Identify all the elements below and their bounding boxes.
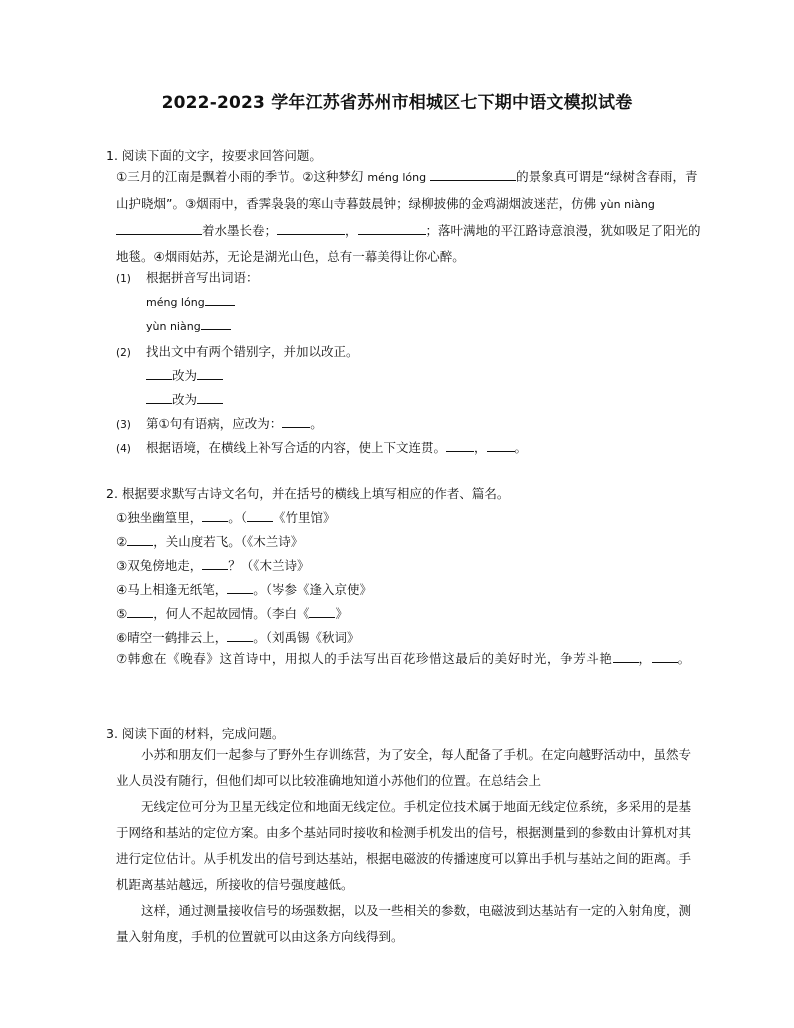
sub-number: (4)	[116, 443, 131, 455]
correction-line	[146, 390, 223, 408]
sub-text: 找出文中有两个错别字，并加以改正。	[146, 344, 359, 359]
pinyin-label: méng lóng	[146, 296, 205, 309]
answer-blank[interactable]	[358, 221, 426, 235]
answer-blank[interactable]	[146, 366, 172, 380]
poem-text: ，	[638, 651, 652, 666]
question-2-heading: 2. 根据要求默写古诗文名句，并在括号的横线上填写相应的作者、篇名。	[106, 486, 510, 501]
poem-text: 。（刘禹锡《秋词》	[253, 630, 360, 645]
sub-text: 根据拼音写出词语：	[146, 270, 259, 285]
answer-blank[interactable]	[277, 221, 345, 235]
poem-line-3	[116, 556, 309, 574]
sub-number: (1)	[116, 273, 131, 285]
poem-line-2	[116, 532, 303, 550]
answer-blank[interactable]	[197, 366, 223, 380]
sub-number: (2)	[116, 347, 131, 359]
material-paragraph-1: 小苏和朋友们一起参与了野外生存训练营，为了安全，每人配备了手机。在定向越野活动中，虽然专业人员没有随行，但他们却可以比较准确地知道小苏他们的位置。在总结会上	[116, 747, 692, 788]
question-3-heading: 3. 阅读下面的材料，完成问题。	[106, 726, 285, 741]
sub-text: 根据语境，在横线上补写合适的内容，使上下文连贯。	[146, 440, 447, 455]
answer-blank[interactable]	[202, 508, 228, 522]
answer-blank[interactable]	[197, 390, 223, 404]
sub-question-4	[116, 438, 527, 456]
poem-text: 》	[335, 606, 348, 621]
sub-text: 。	[310, 416, 323, 431]
poem-text: ③双兔傍地走，	[116, 558, 203, 573]
passage-text: 着水墨长卷；	[202, 223, 278, 238]
pinyin-answer-line	[146, 316, 231, 333]
correction-label: 改为	[172, 368, 198, 383]
poem-line-6	[116, 628, 359, 646]
pinyin-yunniang: yùn niàng	[600, 198, 655, 211]
answer-blank[interactable]	[446, 438, 474, 452]
sub-number: (3)	[116, 419, 131, 431]
poem-line-1	[116, 508, 336, 526]
sub-question-3	[116, 414, 323, 432]
answer-blank[interactable]	[652, 649, 678, 663]
question-1-passage	[116, 164, 702, 270]
answer-blank[interactable]	[202, 556, 228, 570]
poem-line-4	[116, 580, 372, 598]
sub-text: 。	[514, 440, 528, 455]
poem-text: ⑤	[116, 606, 128, 621]
page-title: 2022-2023 学年江苏省苏州市相城区七下期中语文模拟试卷	[161, 93, 633, 113]
poem-text: ④马上相逢无纸笔，	[116, 582, 228, 597]
sub-question-1	[116, 268, 259, 286]
correction-label: 改为	[172, 392, 198, 407]
answer-blank[interactable]	[309, 604, 335, 618]
answer-blank[interactable]	[127, 532, 153, 546]
poem-text: ①独坐幽篁里，	[116, 510, 203, 525]
material-paragraph-2: 无线定位可分为卫星无线定位和地面无线定位。手机定位技术属于地面无线定位系统，多采用的是基于网络和基站的定位方案。由多个基站同时接收和检测手机发出的信号，根据测量到的参数由计算机对其进行定位估计。从手机发出的信号到达基站，根据电磁波的传播速度可以算出手机与基站之间的距离。手机距离基站越远，所接收的信号强度越低。	[116, 799, 692, 892]
answer-blank[interactable]	[116, 221, 202, 235]
answer-blank[interactable]	[487, 438, 515, 452]
pinyin-answer-line	[146, 292, 235, 309]
sub-question-2	[116, 342, 359, 360]
poem-line-5	[116, 604, 348, 622]
poem-text: 《竹里馆》	[272, 510, 336, 525]
poem-text: ②	[116, 534, 128, 549]
poem-text: ⑥晴空一鹤排云上，	[116, 630, 228, 645]
question-1-heading: 1. 阅读下面的文字，按要求回答问题。	[106, 148, 322, 163]
poem-text: ⑦韩愈在《晚春》这首诗中，用拟人的手法写出百花珍惜这最后的美好时光，争芳斗艳	[116, 651, 613, 666]
passage-text: ；落叶满地的平江路诗意浪漫，犹如吸足了阳光的地毯。④烟雨姑苏，无论是湖光山色，总有一幕美得让你心醉。	[116, 223, 701, 264]
sub-text: ，	[474, 440, 487, 455]
pinyin-label: yùn niàng	[146, 320, 201, 333]
answer-blank[interactable]	[247, 508, 273, 522]
poem-line-7	[116, 646, 702, 672]
material-paragraph-3: 这样，通过测量接收信号的场强数据，以及一些相关的参数，电磁波到达基站有一定的入射角度，测量入射角度，手机的位置就可以由这条方向线得到。	[116, 903, 692, 944]
poem-text: ，何人不起故园情。（李白《	[153, 606, 310, 621]
poem-text: 。（岑参《逢入京使》	[253, 582, 372, 597]
passage-text: 的景象真可谓是“绿树含春雨，青山护晓烟”。③烟雨中，香霁袅袅的寒山寺暮鼓晨钟；绿柳披佛的金鸡湖烟波迷茫，仿佛	[116, 169, 698, 211]
answer-blank[interactable]	[430, 167, 516, 181]
answer-blank[interactable]	[146, 390, 172, 404]
sub-text: 第①句有语病，应改为：	[146, 416, 283, 431]
poem-text: 。	[677, 651, 691, 666]
passage-text: ①三月的江南是飘着小雨的季节。②这种梦幻	[116, 169, 368, 184]
poem-text: 。（	[228, 510, 247, 525]
answer-blank[interactable]	[205, 292, 235, 306]
answer-blank[interactable]	[613, 649, 639, 663]
answer-blank[interactable]	[227, 628, 253, 642]
answer-blank[interactable]	[282, 414, 310, 428]
poem-text: ？（《木兰诗》	[228, 558, 310, 573]
pinyin-menglong: méng lóng	[367, 171, 427, 184]
answer-blank[interactable]	[127, 604, 153, 618]
correction-line	[146, 366, 223, 384]
passage-text: ，	[345, 223, 358, 238]
poem-text: ，关山度若飞。（《木兰诗》	[153, 534, 304, 549]
answer-blank[interactable]	[201, 316, 231, 330]
answer-blank[interactable]	[227, 580, 253, 594]
